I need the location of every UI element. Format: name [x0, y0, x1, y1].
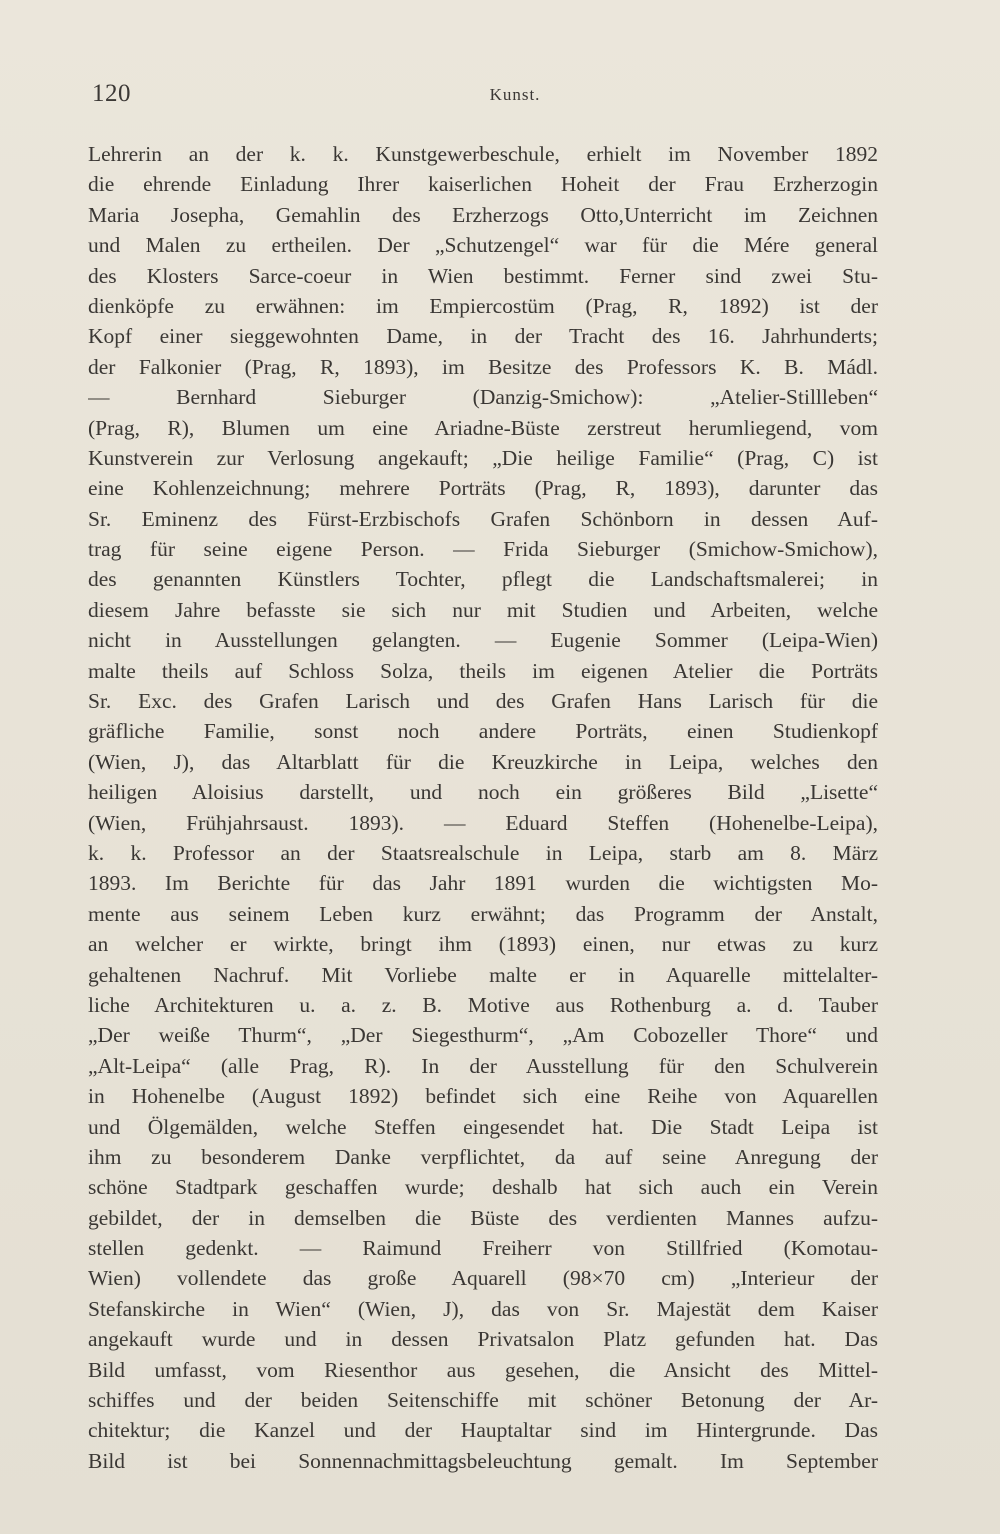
text-line: und Ölgemälden, welche Steffen eingesendet hat. Die Stadt Leipa ist — [88, 1114, 878, 1139]
text-line: „Alt-Leipa“ (alle Prag, R). In der Ausstellung für den Schulverein — [88, 1053, 878, 1078]
text-line: „Der weiße Thurm“, „Der Siegesthurm“, „Am Cobozeller Thore“ und — [88, 1023, 878, 1048]
text-line: Sr. Eminenz des Fürst-Erzbischofs Grafen Schönborn in dessen Auf- — [88, 506, 878, 531]
page-number: 120 — [92, 80, 131, 107]
text-line: Bild ist bei Sonnennachmittagsbeleuchtung gemalt. Im September — [88, 1448, 878, 1473]
text-line: (Wien, Frühjahrsaust. 1893). — Eduard Steffen (Hohenelbe-Leipa), — [88, 810, 878, 835]
text-line: in Hohenelbe (August 1892) befindet sich eine Reihe von Aquarellen — [88, 1084, 878, 1109]
text-line: des genannten Künstlers Tochter, pflegt die Landschaftsmalerei; in — [88, 567, 878, 592]
text-line: nicht in Ausstellungen gelangten. — Eugenie Sommer (Leipa-Wien) — [88, 628, 878, 653]
text-line: Wien) vollendete das große Aquarell (98×70 cm) „Interieur der — [88, 1266, 878, 1291]
text-line: angekauft wurde und in dessen Privatsalon Platz gefunden hat. Das — [88, 1327, 878, 1352]
text-line: schiffes und der beiden Seitenschiffe mit schöner Betonung der Ar- — [88, 1388, 878, 1413]
text-line: liche Architekturen u. a. z. B. Motive aus Rothenburg a. d. Tauber — [88, 992, 878, 1017]
body-text — [88, 139, 878, 1476]
text-line: chitektur; die Kanzel und der Hauptaltar sind im Hintergrunde. Das — [88, 1418, 878, 1443]
text-line: diesem Jahre befasste sie sich nur mit Studien und Arbeiten, welche — [88, 597, 878, 622]
page-header — [92, 80, 878, 114]
text-line: heiligen Aloisius darstellt, und noch ein größeres Bild „Lisette“ — [88, 780, 878, 805]
text-line: (Wien, J), das Altarblatt für die Kreuzkirche in Leipa, welches den — [88, 749, 878, 774]
text-line: Stefanskirche in Wien“ (Wien, J), das von Sr. Majestät dem Kaiser — [88, 1296, 878, 1321]
text-line: Maria Josepha, Gemahlin des Erzherzogs Otto,Unterricht im Zeichnen — [88, 202, 878, 227]
text-line: gehaltenen Nachruf. Mit Vorliebe malte er in Aquarelle mittelalter- — [88, 962, 878, 987]
text-line: des Klosters Sarce-coeur in Wien bestimmt. Ferner sind zwei Stu- — [88, 263, 878, 288]
running-title: Kunst. — [489, 85, 541, 104]
text-line: stellen gedenkt. — Raimund Freiherr von Stillfried (Komotau- — [88, 1236, 878, 1261]
text-line: mente aus seinem Leben kurz erwähnt; das Programm der Anstalt, — [88, 901, 878, 926]
text-line: malte theils auf Schloss Solza, theils im eigenen Atelier die Porträts — [88, 658, 878, 683]
text-line: trag für seine eigene Person. — Frida Sieburger (Smichow-Smichow), — [88, 537, 878, 562]
text-line: dienköpfe zu erwähnen: im Empiercostüm (Prag, R, 1892) ist der — [88, 293, 878, 318]
text-line: der Falkonier (Prag, R, 1893), im Besitze des Professors K. B. Mádl. — [88, 354, 878, 379]
text-line: (Prag, R), Blumen um eine Ariadne-Büste zerstreut herumliegend, vom — [88, 415, 878, 440]
text-line: 1893. Im Berichte für das Jahr 1891 wurden die wichtigsten Mo- — [88, 871, 878, 896]
text-line: k. k. Professor an der Staatsrealschule in Leipa, starb am 8. März — [88, 840, 878, 865]
text-line: und Malen zu ertheilen. Der „Schutzengel“ war für die Mére general — [88, 233, 878, 258]
text-line: eine Kohlenzeichnung; mehrere Porträts (Prag, R, 1893), darunter das — [88, 476, 878, 501]
text-line: ihm zu besonderem Danke verpflichtet, da auf seine Anregung der — [88, 1144, 878, 1169]
text-line: Bild umfasst, vom Riesenthor aus gesehen, die Ansicht des Mittel- — [88, 1357, 878, 1382]
text-line: schöne Stadtpark geschaffen wurde; deshalb hat sich auch ein Verein — [88, 1175, 878, 1200]
text-line: die ehrende Einladung Ihrer kaiserlichen Hoheit der Frau Erzherzogin — [88, 172, 878, 197]
text-line: Kunstverein zur Verlosung angekauft; „Die heilige Familie“ (Prag, C) ist — [88, 445, 878, 470]
text-line: gräfliche Familie, sonst noch andere Porträts, einen Studienkopf — [88, 719, 878, 744]
text-line: Lehrerin an der k. k. Kunstgewerbeschule, erhielt im November 1892 — [88, 142, 878, 166]
text-line: — Bernhard Sieburger (Danzig-Smichow): „Atelier-Stillleben“ — [88, 385, 878, 410]
text-line: an welcher er wirkte, bringt ihm (1893) einen, nur etwas zu kurz — [88, 932, 878, 957]
text-line: Kopf einer sieggewohnten Dame, in der Tracht des 16. Jahrhunderts; — [88, 324, 878, 349]
text-line: gebildet, der in demselben die Büste des verdienten Mannes aufzu- — [88, 1205, 878, 1230]
text-line: Sr. Exc. des Grafen Larisch und des Grafen Hans Larisch für die — [88, 689, 878, 714]
